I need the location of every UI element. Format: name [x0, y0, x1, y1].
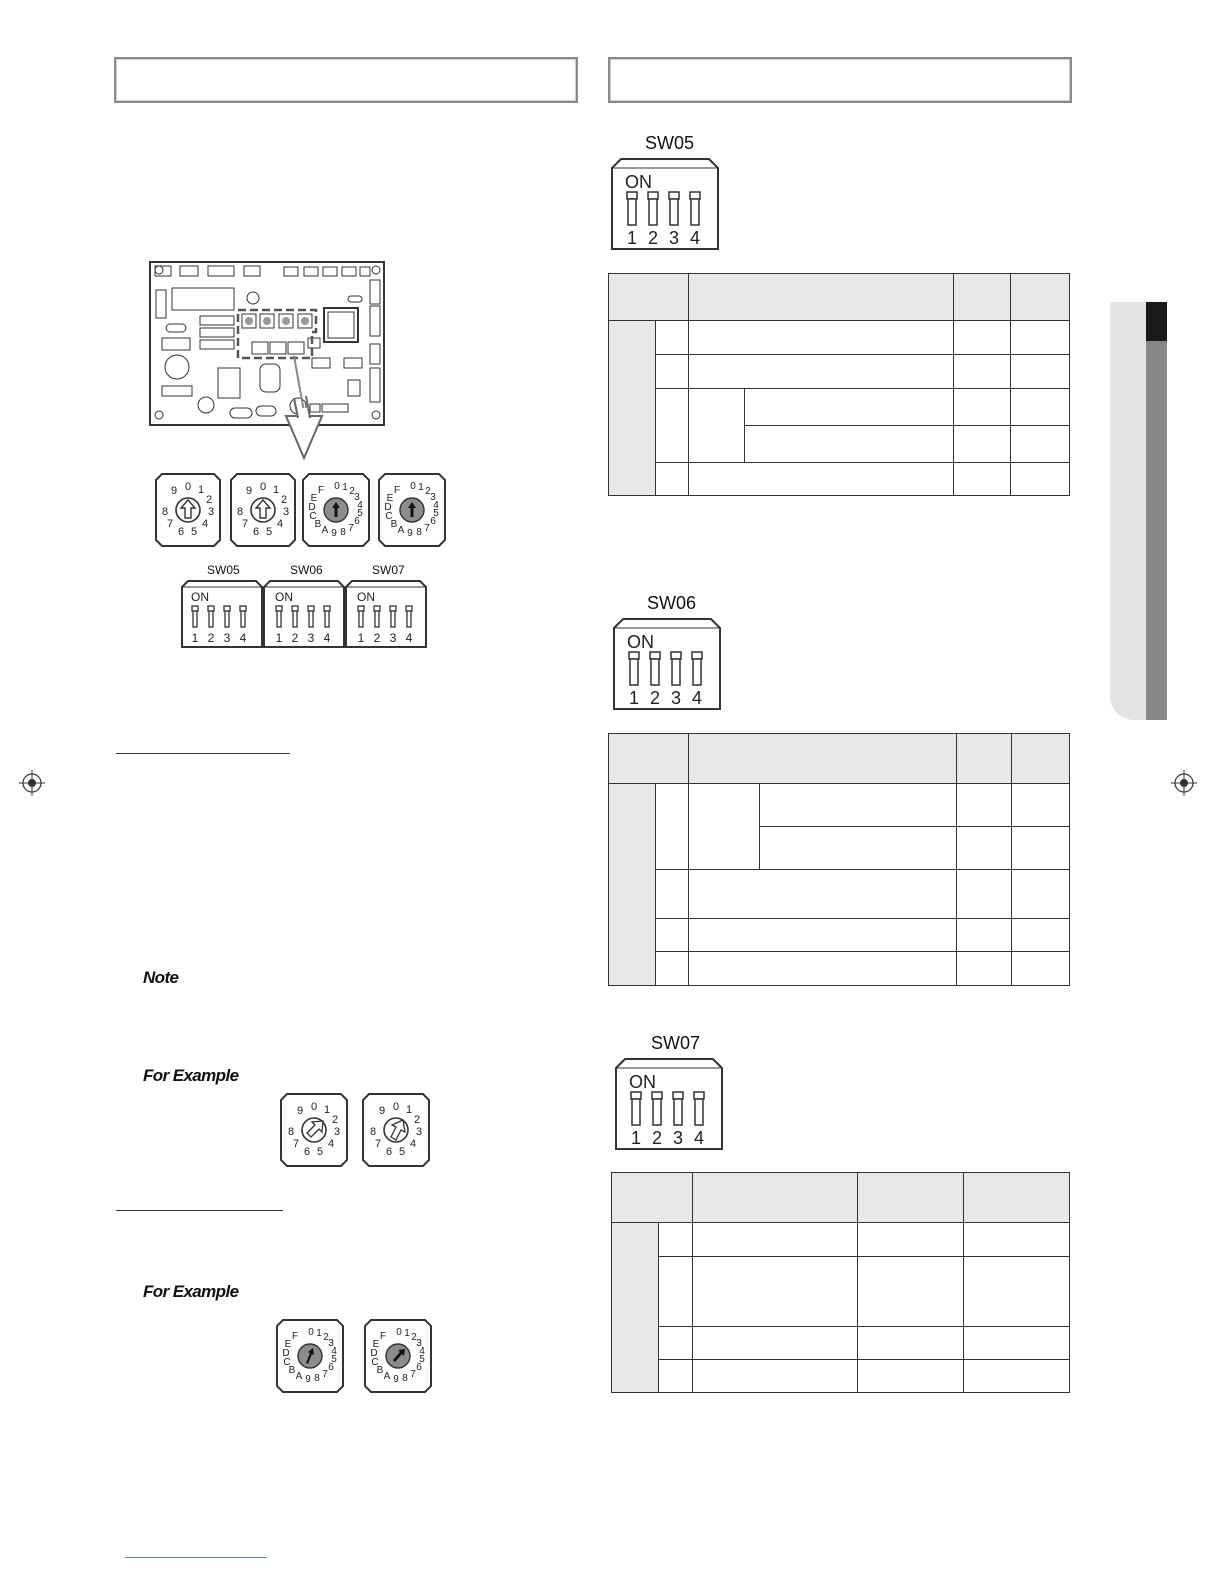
svg-text:8: 8: [340, 527, 346, 538]
rotary-switch-hex-1[interactable]: [301, 472, 371, 548]
svg-text:9: 9: [296, 1105, 304, 1117]
svg-text:1: 1: [404, 1328, 410, 1339]
svg-text:8: 8: [416, 527, 422, 538]
dip-on-label: ON: [627, 632, 654, 652]
chapter-tab-strip: [1146, 302, 1167, 720]
sw07-title: SW07: [651, 1033, 701, 1053]
svg-text:1: 1: [342, 482, 348, 493]
svg-text:0: 0: [396, 1327, 402, 1338]
example-title-2: For Example: [143, 1282, 239, 1301]
svg-text:9: 9: [378, 1105, 386, 1117]
svg-text:2: 2: [323, 1332, 329, 1343]
svg-text:6: 6: [354, 516, 360, 527]
dip-on-label: ON: [629, 1072, 656, 1092]
svg-text:A: A: [295, 1371, 303, 1382]
svg-text:B: B: [390, 519, 398, 530]
sw06-table: [608, 733, 1070, 986]
svg-text:5: 5: [331, 1354, 337, 1365]
svg-text:6: 6: [328, 1362, 334, 1373]
svg-text:0: 0: [392, 1101, 400, 1113]
svg-text:2: 2: [425, 486, 431, 497]
svg-text:3: 3: [415, 1126, 423, 1138]
svg-text:4: 4: [357, 500, 363, 511]
svg-text:6: 6: [416, 1362, 422, 1373]
board-dip-switch-sw07[interactable]: [345, 580, 427, 648]
svg-text:E: E: [284, 1339, 292, 1350]
chapter-tab-marker: [1146, 302, 1167, 341]
left-section-header: [114, 57, 578, 103]
svg-text:F: F: [291, 1331, 299, 1342]
svg-text:C: C: [385, 511, 393, 522]
svg-text:2: 2: [349, 486, 355, 497]
dip-number-3: 3: [389, 631, 397, 645]
dip-number-4: 4: [405, 631, 413, 645]
svg-text:5: 5: [316, 1146, 324, 1158]
svg-text:4: 4: [433, 500, 439, 511]
svg-text:D: D: [370, 1348, 378, 1359]
dip-number-2: 2: [651, 1128, 663, 1148]
svg-text:3: 3: [207, 506, 215, 518]
svg-text:8: 8: [369, 1126, 377, 1138]
dip-number-1: 1: [191, 631, 199, 645]
svg-text:4: 4: [409, 1138, 417, 1150]
registration-mark-left: [19, 770, 45, 796]
svg-text:7: 7: [410, 1369, 416, 1380]
right-section-header: [608, 57, 1072, 103]
svg-text:3: 3: [282, 506, 290, 518]
dip-number-4: 4: [689, 228, 701, 248]
svg-text:C: C: [309, 511, 317, 522]
example-title-1: For Example: [143, 1066, 239, 1085]
example-rotary-hex-1: [275, 1318, 345, 1394]
svg-text:6: 6: [430, 516, 436, 527]
svg-text:E: E: [386, 493, 394, 504]
dip-number-1: 1: [275, 631, 283, 645]
svg-text:D: D: [308, 502, 316, 513]
registration-mark-right: [1171, 770, 1197, 796]
board-sw07-label: SW07: [372, 563, 405, 577]
section-rule-1: [116, 753, 290, 754]
example-rotary-decimal-2: [361, 1092, 431, 1168]
footer-link-underline: [125, 1557, 267, 1558]
svg-text:6: 6: [252, 526, 260, 538]
svg-text:8: 8: [314, 1373, 320, 1384]
svg-text:5: 5: [357, 508, 363, 519]
dip-switch-sw06[interactable]: [613, 618, 721, 710]
dip-number-3: 3: [307, 631, 315, 645]
svg-text:F: F: [393, 485, 401, 496]
svg-text:D: D: [384, 502, 392, 513]
sw07-table: [611, 1172, 1070, 1393]
dip-number-2: 2: [373, 631, 381, 645]
dip-on-label: ON: [191, 590, 209, 604]
svg-text:7: 7: [374, 1138, 382, 1150]
svg-text:9: 9: [305, 1374, 311, 1385]
svg-text:1: 1: [316, 1328, 322, 1339]
svg-text:5: 5: [398, 1146, 406, 1158]
svg-text:C: C: [283, 1357, 291, 1368]
dip-switch-sw05[interactable]: [611, 158, 719, 250]
svg-text:2: 2: [413, 1114, 421, 1126]
dip-number-2: 2: [207, 631, 215, 645]
dip-number-1: 1: [357, 631, 365, 645]
svg-text:1: 1: [272, 484, 280, 496]
svg-text:1: 1: [418, 482, 424, 493]
dip-number-3: 3: [668, 228, 680, 248]
section-rule-2: [116, 1210, 283, 1211]
svg-text:B: B: [376, 1365, 384, 1376]
svg-text:8: 8: [402, 1373, 408, 1384]
svg-text:7: 7: [292, 1138, 300, 1150]
svg-text:0: 0: [410, 481, 416, 492]
rotary-switch-decimal-2[interactable]: [229, 472, 297, 548]
example-rotary-hex-2: [363, 1318, 433, 1394]
svg-text:0: 0: [259, 481, 267, 493]
board-dip-switch-sw05[interactable]: [181, 580, 263, 648]
svg-text:0: 0: [310, 1101, 318, 1113]
dip-number-4: 4: [693, 1128, 705, 1148]
svg-text:E: E: [372, 1339, 380, 1350]
pcb-board-illustration: [148, 258, 388, 468]
svg-text:0: 0: [334, 481, 340, 492]
dip-number-4: 4: [239, 631, 247, 645]
svg-text:5: 5: [433, 508, 439, 519]
svg-text:4: 4: [327, 1138, 335, 1150]
dip-number-2: 2: [291, 631, 299, 645]
dip-number-4: 4: [323, 631, 331, 645]
dip-number-1: 1: [630, 1128, 642, 1148]
svg-text:3: 3: [416, 1338, 422, 1349]
dip-number-4: 4: [691, 688, 703, 708]
svg-text:9: 9: [393, 1374, 399, 1385]
svg-text:5: 5: [265, 526, 273, 538]
svg-text:4: 4: [201, 518, 209, 530]
dip-number-3: 3: [672, 1128, 684, 1148]
board-sw05-label: SW05: [207, 563, 240, 577]
svg-text:6: 6: [385, 1146, 393, 1158]
svg-text:4: 4: [331, 1346, 337, 1357]
svg-text:D: D: [282, 1348, 290, 1359]
svg-text:7: 7: [322, 1369, 328, 1380]
svg-text:7: 7: [424, 523, 430, 534]
svg-text:5: 5: [190, 526, 198, 538]
svg-text:A: A: [321, 525, 329, 536]
note-title: Note: [143, 968, 179, 987]
svg-text:9: 9: [407, 528, 413, 539]
dip-number-3: 3: [223, 631, 231, 645]
board-dip-switch-sw06[interactable]: [263, 580, 345, 648]
svg-text:9: 9: [245, 485, 253, 497]
svg-text:A: A: [397, 525, 405, 536]
svg-text:6: 6: [303, 1146, 311, 1158]
rotary-switch-hex-2[interactable]: [377, 472, 447, 548]
svg-text:7: 7: [241, 518, 249, 530]
svg-text:2: 2: [331, 1114, 339, 1126]
dip-number-2: 2: [647, 228, 659, 248]
sw06-title: SW06: [647, 593, 697, 613]
sw05-title: SW05: [645, 133, 695, 153]
rotary-switch-decimal-1[interactable]: [154, 472, 222, 548]
svg-text:B: B: [288, 1365, 296, 1376]
svg-text:0: 0: [184, 481, 192, 493]
svg-text:7: 7: [348, 523, 354, 534]
svg-text:3: 3: [333, 1126, 341, 1138]
svg-text:7: 7: [166, 518, 174, 530]
svg-text:1: 1: [323, 1104, 331, 1116]
example-rotary-decimal-1: [279, 1092, 349, 1168]
board-sw06-label: SW06: [290, 563, 323, 577]
sw05-table: [608, 273, 1070, 496]
dip-number-1: 1: [628, 688, 640, 708]
dip-on-label: ON: [357, 590, 375, 604]
svg-text:8: 8: [236, 506, 244, 518]
svg-text:2: 2: [205, 494, 213, 506]
svg-text:4: 4: [276, 518, 284, 530]
dip-on-label: ON: [625, 172, 652, 192]
dip-number-3: 3: [670, 688, 682, 708]
dip-number-1: 1: [626, 228, 638, 248]
dip-number-2: 2: [649, 688, 661, 708]
svg-text:3: 3: [430, 492, 436, 503]
svg-text:E: E: [310, 493, 318, 504]
svg-text:C: C: [371, 1357, 379, 1368]
svg-text:6: 6: [177, 526, 185, 538]
svg-text:5: 5: [419, 1354, 425, 1365]
svg-text:B: B: [314, 519, 322, 530]
svg-text:3: 3: [328, 1338, 334, 1349]
svg-text:9: 9: [331, 528, 337, 539]
svg-text:9: 9: [170, 485, 178, 497]
svg-text:3: 3: [354, 492, 360, 503]
svg-text:A: A: [383, 1371, 391, 1382]
svg-text:1: 1: [405, 1104, 413, 1116]
svg-text:2: 2: [411, 1332, 417, 1343]
dip-on-label: ON: [275, 590, 293, 604]
svg-text:F: F: [317, 485, 325, 496]
svg-text:4: 4: [419, 1346, 425, 1357]
svg-text:0: 0: [308, 1327, 314, 1338]
svg-text:8: 8: [287, 1126, 295, 1138]
svg-text:8: 8: [161, 506, 169, 518]
svg-text:1: 1: [197, 484, 205, 496]
svg-text:F: F: [379, 1331, 387, 1342]
dip-switch-sw07[interactable]: [615, 1058, 723, 1150]
svg-text:2: 2: [280, 494, 288, 506]
